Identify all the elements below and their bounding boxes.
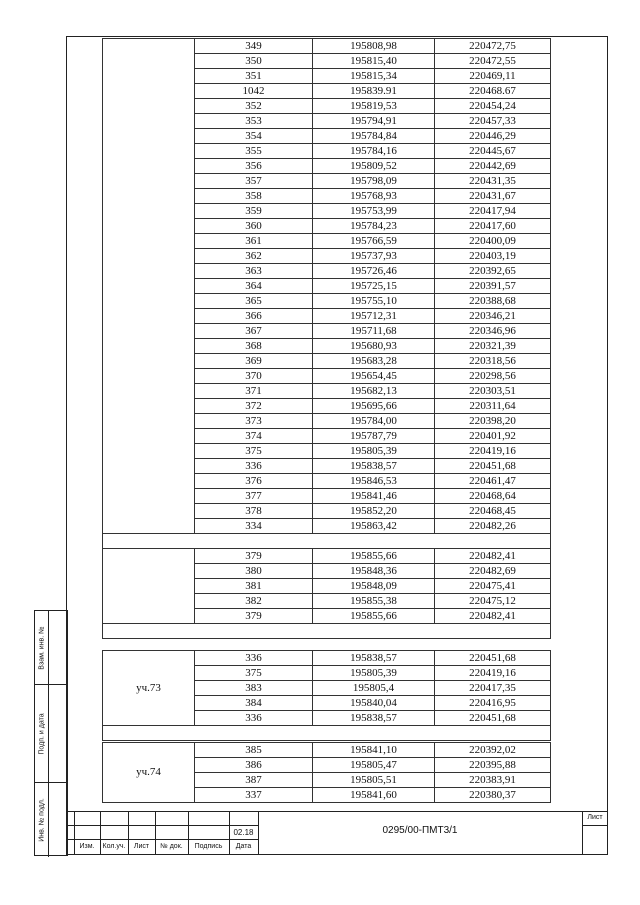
point-number: 361 xyxy=(195,234,313,249)
coordinate-x: 195805,39 xyxy=(313,444,435,459)
left-margin-stamp xyxy=(34,610,68,856)
spacer-cell xyxy=(103,534,551,549)
point-number: 381 xyxy=(195,579,313,594)
point-number: 386 xyxy=(195,758,313,773)
coordinate-x: 195838,57 xyxy=(313,711,435,726)
point-number: 357 xyxy=(195,174,313,189)
coordinate-y: 220461,47 xyxy=(435,474,551,489)
coordinate-y: 220431,35 xyxy=(435,174,551,189)
coordinate-y: 220431,67 xyxy=(435,189,551,204)
coordinate-y: 220475,12 xyxy=(435,594,551,609)
point-number: 370 xyxy=(195,369,313,384)
coordinate-y: 220451,68 xyxy=(435,651,551,666)
table-row xyxy=(103,651,551,666)
point-number: 362 xyxy=(195,249,313,264)
point-number: 379 xyxy=(195,609,313,624)
coordinate-x: 195805,47 xyxy=(313,758,435,773)
coordinate-x: 195753,99 xyxy=(313,204,435,219)
point-number: 364 xyxy=(195,279,313,294)
table-row xyxy=(103,39,551,54)
coordinate-y: 220391,57 xyxy=(435,279,551,294)
coordinate-x: 195784,00 xyxy=(313,414,435,429)
section-74-table xyxy=(102,742,551,803)
point-number: 1042 xyxy=(195,84,313,99)
podp-data-cell xyxy=(35,685,67,783)
point-number: 371 xyxy=(195,384,313,399)
blank-cell xyxy=(103,549,195,624)
table-row xyxy=(103,549,551,564)
kol-uch-label: Кол.уч. xyxy=(102,843,126,850)
data-label: Дата xyxy=(235,843,252,850)
point-number: 375 xyxy=(195,444,313,459)
coordinate-x: 195737,93 xyxy=(313,249,435,264)
coordinate-y: 220346,96 xyxy=(435,324,551,339)
list-label: Лист xyxy=(133,843,150,850)
coordinate-y: 220468.67 xyxy=(435,84,551,99)
ndok-label: № док. xyxy=(160,843,183,850)
coordinate-x: 195805,39 xyxy=(313,666,435,681)
coordinate-y: 220388,68 xyxy=(435,294,551,309)
coordinate-x: 195682,13 xyxy=(313,384,435,399)
coordinate-y: 220303,51 xyxy=(435,384,551,399)
spacer-cell xyxy=(103,624,551,639)
coordinate-y: 220419,16 xyxy=(435,444,551,459)
coordinate-y: 220417,60 xyxy=(435,219,551,234)
point-number: 368 xyxy=(195,339,313,354)
coordinate-x: 195819,53 xyxy=(313,99,435,114)
coordinate-x: 195726,46 xyxy=(313,264,435,279)
coordinate-x: 195784,84 xyxy=(313,129,435,144)
coordinate-x: 195794,91 xyxy=(313,114,435,129)
point-number: 350 xyxy=(195,54,313,69)
coordinate-x: 195841,60 xyxy=(313,788,435,803)
title-block xyxy=(66,811,608,855)
coordinate-x: 195766,59 xyxy=(313,234,435,249)
coordinate-x: 195654,45 xyxy=(313,369,435,384)
point-number: 336 xyxy=(195,459,313,474)
coordinate-x: 195725,15 xyxy=(313,279,435,294)
coordinate-x: 195855,38 xyxy=(313,594,435,609)
point-number: 376 xyxy=(195,474,313,489)
point-number: 336 xyxy=(195,651,313,666)
coordinate-y: 220451,68 xyxy=(435,459,551,474)
spacer-row xyxy=(103,534,551,549)
coordinate-y: 220442,69 xyxy=(435,159,551,174)
coordinate-y: 220468,64 xyxy=(435,489,551,504)
coordinate-y: 220482,41 xyxy=(435,549,551,564)
point-number: 373 xyxy=(195,414,313,429)
podpis-label: Подпись xyxy=(194,843,223,850)
point-number: 360 xyxy=(195,219,313,234)
coordinate-y: 220419,16 xyxy=(435,666,551,681)
coordinate-y: 220445,67 xyxy=(435,144,551,159)
coordinate-y: 220398,20 xyxy=(435,414,551,429)
coordinate-x: 195815,40 xyxy=(313,54,435,69)
point-number: 380 xyxy=(195,564,313,579)
coordinate-x: 195848,09 xyxy=(313,579,435,594)
coordinate-y: 220451,68 xyxy=(435,711,551,726)
point-number: 365 xyxy=(195,294,313,309)
point-number: 354 xyxy=(195,129,313,144)
coordinate-x: 195768,93 xyxy=(313,189,435,204)
coordinates-table-main xyxy=(102,38,551,639)
coordinate-y: 220321,39 xyxy=(435,339,551,354)
point-number: 336 xyxy=(195,711,313,726)
coordinate-y: 220457,33 xyxy=(435,114,551,129)
coordinate-y: 220482,69 xyxy=(435,564,551,579)
coordinate-y: 220454,24 xyxy=(435,99,551,114)
point-number: 375 xyxy=(195,666,313,681)
vzam-inv-label: Взам. инв. № xyxy=(38,625,45,670)
coordinate-x: 195841,46 xyxy=(313,489,435,504)
coordinate-x: 195680,93 xyxy=(313,339,435,354)
coordinate-x: 195848,36 xyxy=(313,564,435,579)
table-row xyxy=(103,743,551,758)
section-label: уч.73 xyxy=(103,651,195,726)
point-number: 349 xyxy=(195,39,313,54)
point-number: 379 xyxy=(195,549,313,564)
coordinate-y: 220346,21 xyxy=(435,309,551,324)
coordinate-y: 220400,09 xyxy=(435,234,551,249)
point-number: 377 xyxy=(195,489,313,504)
coordinate-x: 195815,34 xyxy=(313,69,435,84)
coordinate-y: 220380,37 xyxy=(435,788,551,803)
coordinate-x: 195805,4 xyxy=(313,681,435,696)
point-number: 358 xyxy=(195,189,313,204)
blank-cell xyxy=(103,39,195,534)
point-number: 378 xyxy=(195,504,313,519)
coordinate-y: 220482,26 xyxy=(435,519,551,534)
point-number: 352 xyxy=(195,99,313,114)
coordinate-y: 220401,92 xyxy=(435,429,551,444)
section-73-table xyxy=(102,650,551,741)
spacer-row xyxy=(103,624,551,639)
coordinate-y: 220318,56 xyxy=(435,354,551,369)
inv-podl-cell xyxy=(35,783,67,857)
coordinate-x: 195784,23 xyxy=(313,219,435,234)
point-number: 363 xyxy=(195,264,313,279)
document-code: 0295/00-ПМТ3/1 xyxy=(382,825,458,836)
point-number: 366 xyxy=(195,309,313,324)
coordinate-x: 195808,98 xyxy=(313,39,435,54)
coordinate-x: 195711,68 xyxy=(313,324,435,339)
coordinate-x: 195838,57 xyxy=(313,651,435,666)
coordinate-x: 195852,20 xyxy=(313,504,435,519)
coordinate-x: 195839.91 xyxy=(313,84,435,99)
coordinate-y: 220417,94 xyxy=(435,204,551,219)
point-number: 384 xyxy=(195,696,313,711)
spacer-row xyxy=(103,726,551,741)
podp-data-label: Подп. и дата xyxy=(38,712,45,755)
coordinate-x: 195855,66 xyxy=(313,609,435,624)
coordinate-y: 220392,65 xyxy=(435,264,551,279)
coordinate-x: 195855,66 xyxy=(313,549,435,564)
point-number: 385 xyxy=(195,743,313,758)
coordinate-x: 195840,04 xyxy=(313,696,435,711)
point-number: 382 xyxy=(195,594,313,609)
coordinate-y: 220403,19 xyxy=(435,249,551,264)
spacer-cell xyxy=(103,726,551,741)
coordinate-y: 220472,75 xyxy=(435,39,551,54)
coordinate-y: 220311,64 xyxy=(435,399,551,414)
point-number: 334 xyxy=(195,519,313,534)
coordinate-x: 195809,52 xyxy=(313,159,435,174)
coordinate-x: 195841,10 xyxy=(313,743,435,758)
point-number: 337 xyxy=(195,788,313,803)
coordinate-x: 195798,09 xyxy=(313,174,435,189)
point-number: 383 xyxy=(195,681,313,696)
point-number: 355 xyxy=(195,144,313,159)
section-label: уч.74 xyxy=(103,743,195,803)
coordinate-y: 220482,41 xyxy=(435,609,551,624)
coordinate-x: 195784,16 xyxy=(313,144,435,159)
date-value: 02.18 xyxy=(233,828,254,837)
inv-podl-label: Инв. № подл. xyxy=(38,798,45,842)
coordinate-y: 220446,29 xyxy=(435,129,551,144)
coordinate-x: 195712,31 xyxy=(313,309,435,324)
point-number: 353 xyxy=(195,114,313,129)
izm-label: Изм. xyxy=(79,843,95,850)
coordinate-y: 220298,56 xyxy=(435,369,551,384)
point-number: 374 xyxy=(195,429,313,444)
coordinate-x: 195755,10 xyxy=(313,294,435,309)
coordinate-y: 220475,41 xyxy=(435,579,551,594)
vzam-inv-cell xyxy=(35,611,67,685)
point-number: 359 xyxy=(195,204,313,219)
coordinate-y: 220395,88 xyxy=(435,758,551,773)
coordinate-x: 195846,53 xyxy=(313,474,435,489)
coordinate-x: 195695,66 xyxy=(313,399,435,414)
coordinate-y: 220416,95 xyxy=(435,696,551,711)
point-number: 369 xyxy=(195,354,313,369)
coordinate-y: 220383,91 xyxy=(435,773,551,788)
coordinate-x: 195838,57 xyxy=(313,459,435,474)
point-number: 351 xyxy=(195,69,313,84)
coordinate-y: 220392,02 xyxy=(435,743,551,758)
point-number: 356 xyxy=(195,159,313,174)
coordinate-y: 220472,55 xyxy=(435,54,551,69)
coordinate-y: 220417,35 xyxy=(435,681,551,696)
coordinate-y: 220468,45 xyxy=(435,504,551,519)
coordinate-y: 220469,11 xyxy=(435,69,551,84)
coordinate-x: 195787,79 xyxy=(313,429,435,444)
coordinate-x: 195863,42 xyxy=(313,519,435,534)
coordinate-x: 195683,28 xyxy=(313,354,435,369)
coordinate-x: 195805,51 xyxy=(313,773,435,788)
point-number: 372 xyxy=(195,399,313,414)
point-number: 367 xyxy=(195,324,313,339)
sheet-label: Лист xyxy=(587,814,603,821)
point-number: 387 xyxy=(195,773,313,788)
